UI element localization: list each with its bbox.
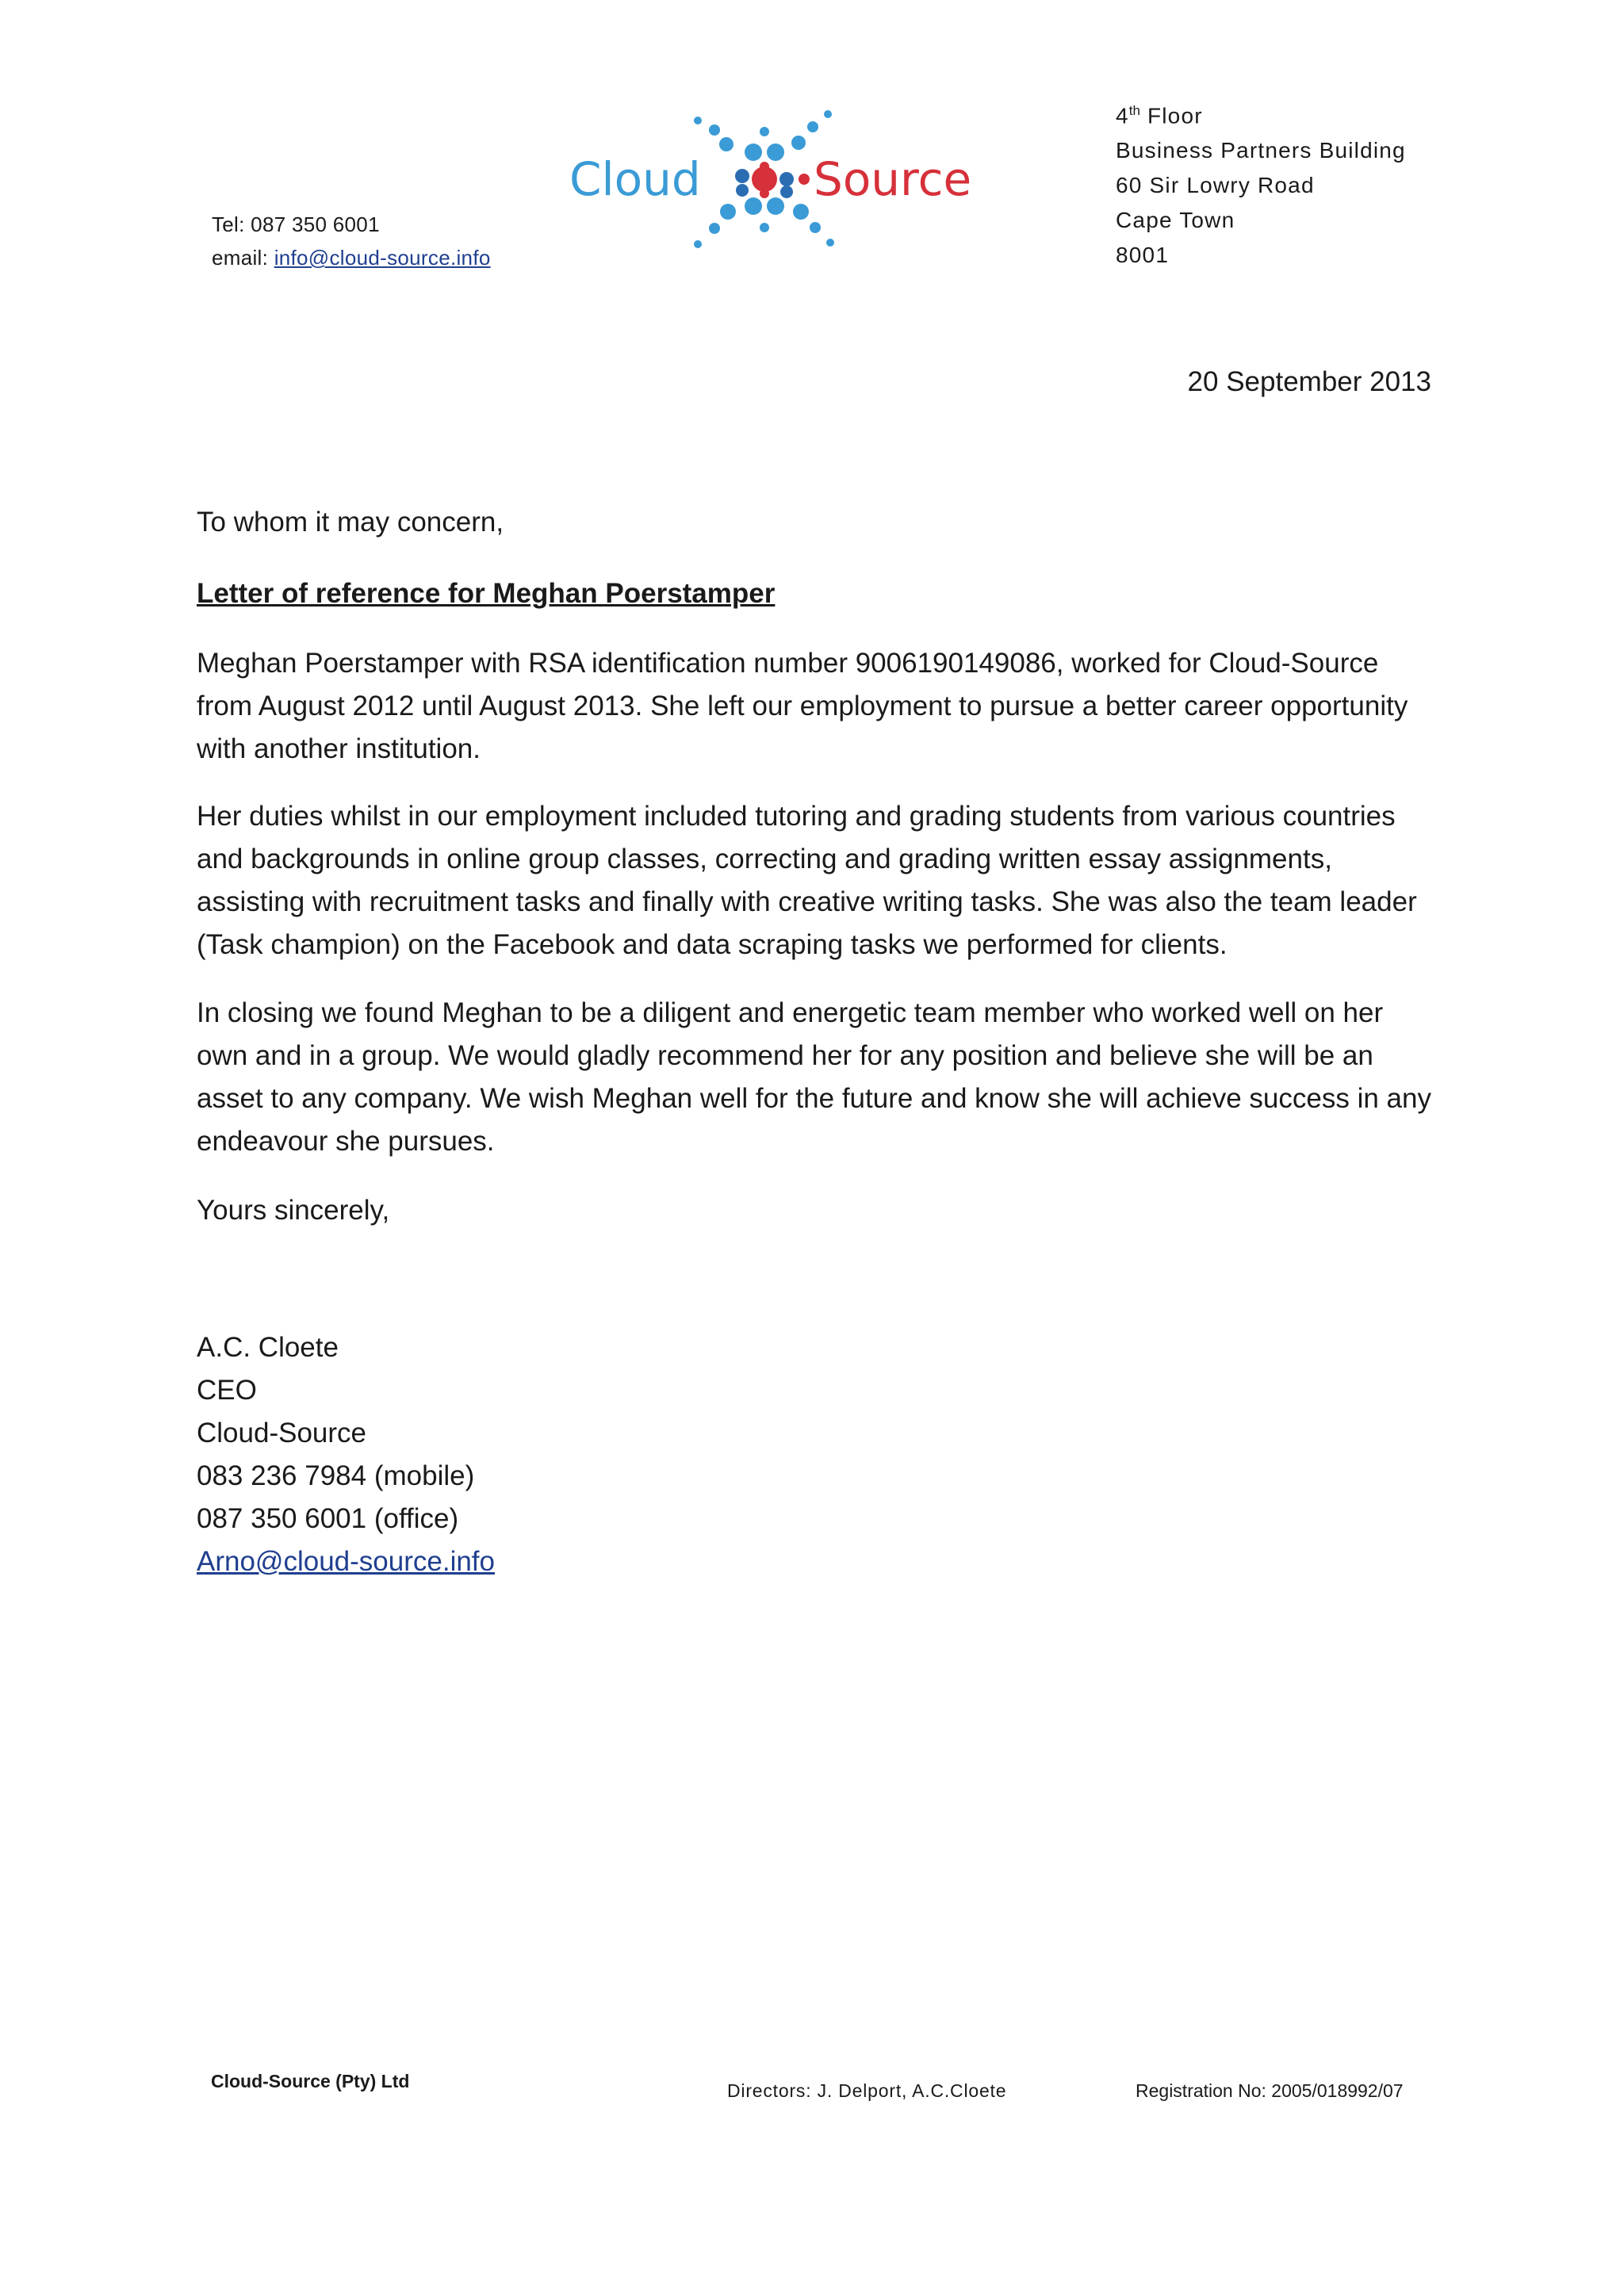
signature-block — [197, 1326, 495, 1583]
paragraph-3-text: In closing we found Meghan to be a diligent and energetic team member who worked well on her own and in a group. We would gladly recommend her for any position and believe she will be an asset to any company. We wish Meghan well for the future and know she will achieve success in any endeavour she pursues. — [197, 997, 1431, 1157]
footer-registration: Registration No: 2005/018992/07 — [1136, 2080, 1404, 2101]
signature-title: CEO — [197, 1375, 257, 1406]
header-tel: Tel: 087 350 6001 — [212, 212, 380, 236]
footer-directors: Directors: J. Delport, A.C.Cloete — [727, 2080, 1007, 2101]
address-floor — [1116, 94, 1406, 133]
signature-office: 087 350 6001 (office) — [197, 1503, 459, 1534]
address-floor-number: 4 — [1116, 103, 1129, 128]
cloud-source-logo — [569, 97, 990, 259]
signature-mobile: 083 236 7984 (mobile) — [197, 1460, 475, 1491]
header-address — [1116, 94, 1406, 273]
signature-email-link[interactable]: Arno@cloud-source.info — [197, 1546, 495, 1577]
signature-name: A.C. Cloete — [197, 1332, 339, 1363]
logo-text-source: Source — [814, 152, 972, 206]
address-floor-rest: Floor — [1139, 103, 1203, 128]
letter-paragraph-3 — [197, 992, 1442, 1163]
letter-paragraph-2 — [197, 795, 1442, 966]
signature-company: Cloud-Source — [197, 1418, 366, 1448]
footer-company: Cloud-Source (Pty) Ltd — [211, 2071, 410, 2091]
letter-paragraph-1 — [197, 642, 1442, 771]
header-email-label: email: — [212, 246, 274, 270]
address-postal-code: 8001 — [1116, 243, 1170, 268]
address-building: Business Partners Building — [1116, 138, 1406, 163]
address-city: Cape Town — [1116, 208, 1235, 233]
cloud-source-logo-graphic — [569, 97, 990, 259]
paragraph-2-text: Her duties whilst in our employment included tutoring and grading students from various countries and backgrounds in online group classes, correcting and grading written essay assignments, assisting with recruitment tasks and finally with creative writing tasks. She was also the team leader (Task champion) on the Facebook and data scraping tasks we performed for clients. — [197, 801, 1417, 960]
address-floor-sup: th — [1128, 103, 1140, 118]
address-street: 60 Sir Lowry Road — [1116, 173, 1315, 198]
header-email-link[interactable]: info@cloud-source.info — [274, 246, 491, 270]
letter-salutation: To whom it may concern, — [197, 507, 504, 538]
letter-subject: Letter of reference for Meghan Poerstamper — [197, 578, 776, 609]
letter-date: 20 September 2013 — [1187, 366, 1431, 397]
header-email-line — [212, 241, 491, 274]
logo-text-cloud: Cloud — [569, 152, 701, 206]
letter-closing: Yours sincerely, — [197, 1195, 390, 1226]
paragraph-1-text: Meghan Poerstamper with RSA identification number 9006190149086, worked for Cloud-Source from August 2012 until August 2013. She left our employment to pursue a better career opportunity with another institution. — [197, 648, 1408, 764]
header-contact — [212, 208, 491, 274]
